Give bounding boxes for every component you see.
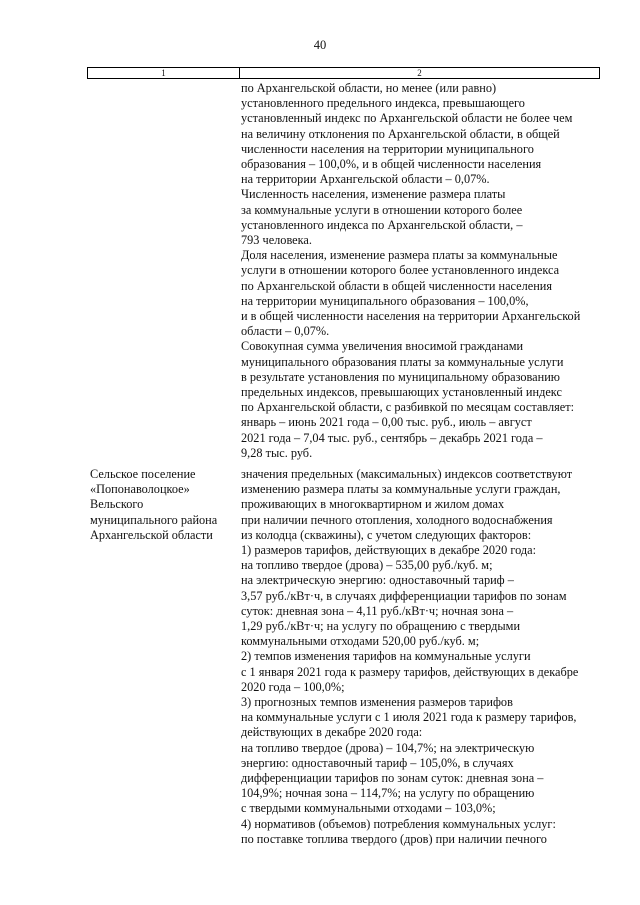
municipality-name (90, 467, 240, 543)
text-line: проживающих в многоквартирном и жилом домах (241, 497, 505, 512)
table-header-col-1: 1 (88, 68, 240, 78)
text-line: при наличии печного отопления, холодного водоснабжения (241, 512, 553, 527)
text-line: 1,29 руб./кВт·ч; на услугу по обращению с твердыми (241, 619, 521, 634)
text-line: на величину отклонения по Архангельской области, в общей (241, 126, 560, 141)
text-line: с 1 января 2021 года к размеру тарифов, действующих в декабре (241, 664, 579, 679)
text-line: дифференциации тарифов по зонам суток: дневная зона – (241, 771, 544, 786)
text-line: по поставке топлива твердого (дров) при наличии печного (241, 831, 547, 846)
text-line: 1) размеров тарифов, действующих в декабре 2020 года: (241, 543, 537, 558)
table-header-col-2: 2 (417, 68, 422, 78)
municipality-line: «Попонаволоцкое» (90, 482, 190, 497)
text-line: действующих в декабре 2020 года: (241, 725, 423, 740)
text-line: по Архангельской области, но менее (или равно) (241, 81, 497, 95)
text-line: установленного предельного индекса, превышающего (241, 96, 525, 111)
text-line: за коммунальные услуги в отношении которого более (241, 202, 523, 217)
text-line: 2) темпов изменения тарифов на коммунальные услуги (241, 649, 531, 664)
text-line: по Архангельской области в общей численности населения (241, 278, 553, 293)
text-line: численности населения на территории муниципального (241, 141, 534, 156)
text-line: образования – 100,0%, и в общей численности населения (241, 157, 542, 172)
text-line: с твердыми коммунальными отходами – 103,0%; (241, 801, 496, 816)
text-line: январь – июнь 2021 года – 0,00 тыс. руб., июль – август (241, 415, 532, 430)
text-line: предельных индексов, превышающих установленный индекс (241, 385, 562, 400)
text-line: по Архангельской области, с разбивкой по месяцам составляет: (241, 400, 574, 415)
text-line: значения предельных (максимальных) индексов соответствуют (241, 467, 573, 481)
text-line: установленного индекса по Архангельской области, – (241, 217, 523, 232)
text-line: 2021 года – 7,04 тыс. руб., сентябрь – декабрь 2021 года – (241, 430, 543, 445)
text-line: Численность населения, изменение размера платы (241, 187, 506, 202)
text-line: на территории Архангельской области – 0,07%. (241, 172, 490, 187)
text-line: на электрическую энергию: одноставочный тариф – (241, 573, 514, 588)
text-line: 3,57 руб./кВт·ч, в случаях дифференциации тарифов по зонам (241, 588, 567, 603)
text-line: энергию: одноставочный тариф – 105,0%, в случаях (241, 755, 514, 770)
text-line: 4) нормативов (объемов) потребления коммунальных услуг: (241, 816, 556, 831)
block2-text (241, 467, 603, 847)
text-line: муниципального образования платы за коммунальные услуги (241, 354, 564, 369)
text-line: Совокупная сумма увеличения вносимой гражданами (241, 339, 524, 354)
text-line: и в общей численности населения на территории Архангельской (241, 309, 581, 324)
text-line: на топливо твердое (дрова) – 104,7%; на электрическую (241, 740, 535, 755)
text-line: 793 человека. (241, 233, 312, 248)
table-header (87, 67, 600, 79)
text-line: 104,9%; ночная зона – 114,7%; на услугу по обращению (241, 786, 535, 801)
text-line: услуги в отношении которого более установленного индекса (241, 263, 560, 278)
text-line: области – 0,07%. (241, 324, 330, 339)
text-line: суток: дневная зона – 4,11 руб./кВт·ч; ночная зона – (241, 603, 514, 618)
text-line: коммунальными отходами 520,00 руб./куб. м; (241, 634, 480, 649)
text-line: Доля населения, изменение размера платы за коммунальные (241, 248, 558, 263)
municipality-line: Сельское поселение (90, 467, 196, 481)
text-line: на топливо твердое (дрова) – 535,00 руб./куб. м; (241, 558, 493, 573)
page-number: 40 (313, 38, 327, 52)
text-line: установленный индекс по Архангельской области не более чем (241, 111, 573, 126)
text-line: на территории муниципального образования – 100,0%, (241, 293, 529, 308)
municipality-line: муниципального района (90, 512, 218, 527)
text-line: 2020 года – 100,0%; (241, 679, 345, 694)
block1-text (241, 81, 603, 461)
text-line: на коммунальные услуги с 1 июля 2021 года к размеру тарифов, (241, 710, 577, 725)
text-line: 3) прогнозных темпов изменения размеров тарифов (241, 695, 513, 710)
municipality-line: Вельского (90, 497, 144, 512)
text-line: 9,28 тыс. руб. (241, 445, 313, 460)
text-line: в результате установления по муниципальному образованию (241, 369, 560, 384)
text-line: изменению размера платы за коммунальные услуги граждан, (241, 482, 561, 497)
text-line: из колодца (скважины), с учетом следующих факторов: (241, 527, 532, 542)
municipality-line: Архангельской области (90, 527, 213, 542)
